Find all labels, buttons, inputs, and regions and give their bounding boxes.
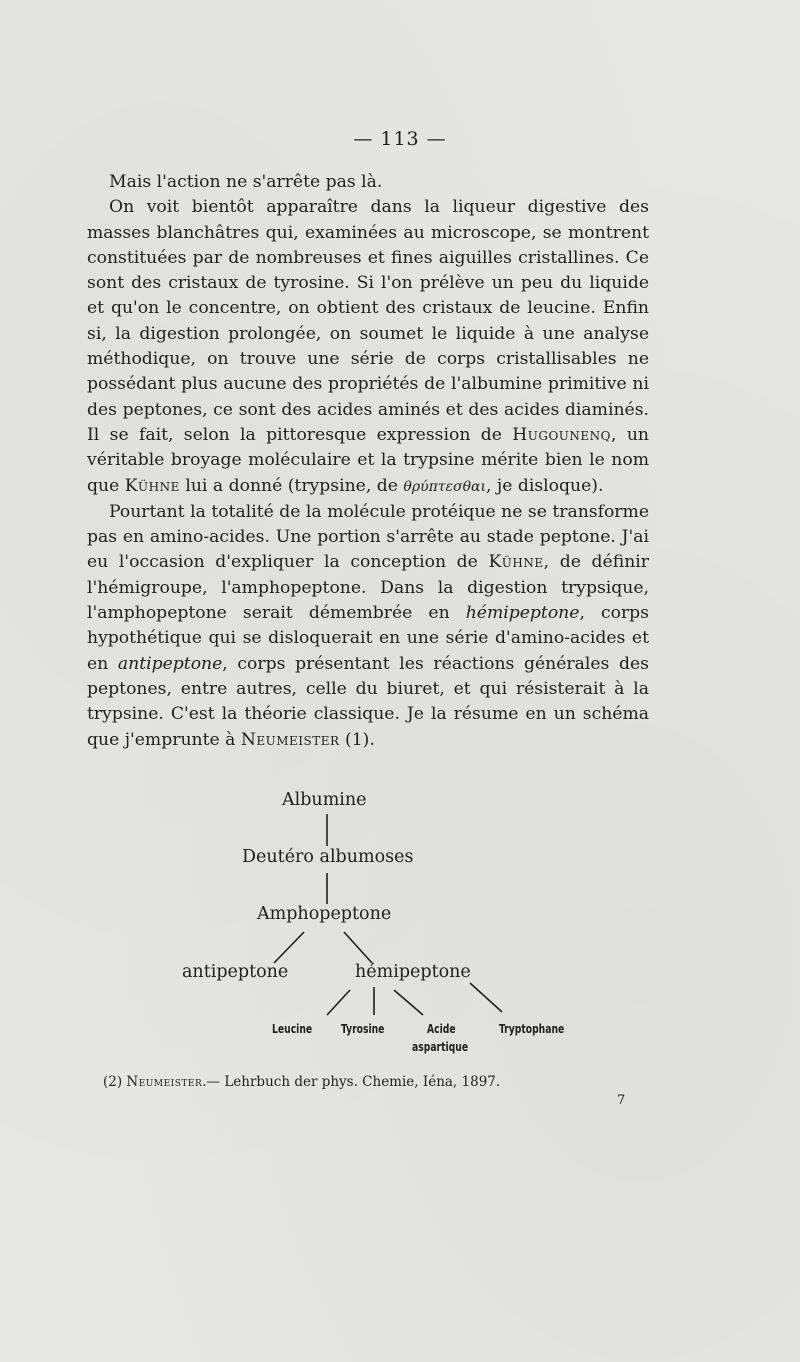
node-amphopeptone: Amphopeptone (257, 904, 392, 924)
text-run: , un véritable broyage moléculaire et la trypsine mérite bien le nom que (87, 424, 649, 496)
node-acide: Acide (427, 1021, 456, 1036)
connector-line (394, 990, 423, 1015)
text-run: , je disloque). (485, 475, 604, 496)
paragraph-3 (87, 500, 649, 753)
text-run: (1). (339, 729, 375, 750)
connector-line (327, 990, 350, 1015)
greek-word: θρύπτεσθαι (403, 478, 486, 495)
digestion-schema (0, 780, 800, 1070)
italic-term: antipeptone (117, 653, 223, 674)
node-deutero-albumoses: Deutéro albumoses (242, 847, 414, 867)
author-name: Kühne (488, 552, 544, 573)
italic-term: hémipeptone (465, 603, 580, 624)
body-text (87, 170, 649, 753)
text-run: , corps hypothétique qui se disloquerait en une série d'amino-acides et en (87, 603, 649, 674)
node-albumine: Albumine (282, 790, 367, 810)
connector-line (344, 932, 372, 963)
text-run: , de définir l'hémigroupe, l'amphopeptone. Dans la digestion trypsique, l'amphopeptone serait démembrée en (87, 552, 649, 624)
author-name: Hugounenq (512, 424, 612, 445)
node-leucine: Leucine (272, 1021, 313, 1036)
node-tyrosine: Tyrosine (341, 1021, 385, 1036)
node-tryptophane: Tryptophane (499, 1021, 565, 1036)
footnote-author: Neumeister (126, 1074, 203, 1090)
text-run: lui a donné (trypsine, de (179, 475, 404, 496)
connector-line (470, 983, 502, 1012)
footnote (103, 1074, 623, 1090)
author-name: Neumeister (240, 729, 340, 750)
text-run: , corps présentant les réactions générales des peptones, entre autres, celle du biuret, et qui résisterait à la trypsine. C'est la théorie classique. Je la résume en un schéma que j'emprunte à (87, 653, 649, 750)
connector-line (274, 932, 304, 963)
footnote-text: .— Lehrbuch der phys. Chemie, Iéna, 1897. (202, 1074, 501, 1090)
signature-mark: 7 (617, 1093, 626, 1108)
author-name: Kühne (124, 475, 180, 496)
footnote-number: (2) (103, 1074, 123, 1090)
node-hemipeptone: hémipeptone (355, 962, 471, 982)
node-antipeptone: antipeptone (182, 962, 289, 982)
paragraph-2 (87, 195, 649, 500)
page-number: — 113 — (353, 128, 447, 150)
text-run: On voit bientôt apparaître dans la liqueur digestive des masses blanchâtres qui, examinées au microscope, se montrent constituées par de nombreuses et fines aiguilles cristallines. Ce sont des cristaux de tyrosine. Si l'on prélève un peu du liquide et qu'on le concentre, on obtient des cristaux de leucine. Enfin si, la digestion prolongée, on soumet le liquide à une analyse méthodique, on trouve une série de corps cristallisables ne possédant plus aucune des propriétés de l'albumine primitive ni des peptones, ce sont des acides aminés et des acides diaminés. Il se fait, selon la pittoresque expression de (87, 197, 649, 445)
paragraph-1: Mais l'action ne s'arrête pas là. (109, 172, 383, 192)
schema-lines (0, 780, 800, 1070)
node-aspartique: aspartique (412, 1039, 469, 1054)
text-run: Pourtant la totalité de la molécule protéique ne se transforme pas en amino-acides. Une portion s'arrête au stade peptone. J'ai eu l'occasion d'expliquer la conception de (87, 501, 649, 573)
